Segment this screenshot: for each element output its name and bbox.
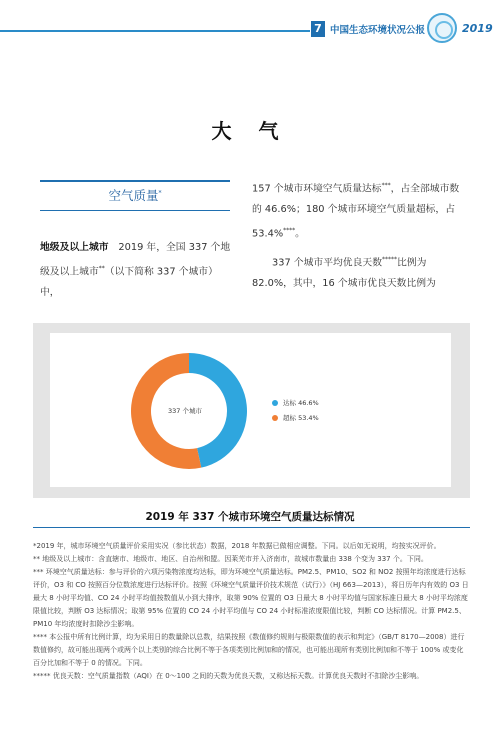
legend-label-pass: 达标 (283, 399, 296, 407)
footnote-1: *2019 年，城市环境空气质量评价采用实况（参比状态）数据，2018 年数据已做相应调整。下同。以后如无说明，均按实况评价。 (33, 542, 441, 550)
pie-center-label: 337 个城市 (168, 407, 202, 415)
footnote-2: ** 地级及以上城市：含直辖市、地级市、地区、自治州和盟。因莱芜市并入济南市，故城市数量由 338 个变为 337 个。下同。 (33, 555, 428, 563)
right-p1-mark: *** (381, 182, 391, 189)
figure-panel (50, 333, 451, 487)
publication-title: 中国生态环境状况公报 (330, 25, 426, 36)
right-p1-a: 157 个城市环境空气质量达标 (252, 183, 382, 195)
header-circle-icon (427, 13, 457, 43)
footnote-5: ***** 优良天数：空气质量指数（AQI）在 0～100 之间的天数为优良天数，又称达标天数。计算优良天数时不扣除沙尘影响。 (33, 672, 424, 680)
left-paragraph (40, 237, 232, 303)
page-number: 7 (311, 21, 325, 37)
section-title (40, 186, 230, 204)
footnotes (33, 540, 470, 683)
left-mark-1: ** (98, 265, 105, 272)
legend-item-pass (272, 398, 319, 407)
right-paragraph-1 (252, 175, 466, 245)
left-text-1: 2019 年，全国 337 个地级及以上城市 (40, 242, 231, 278)
footnote-3: *** 环境空气质量达标：参与评价的六项污染物浓度均达标，即为环境空气质量达标。PM2.5、PM10、SO2 和 NO2 按照年均浓度进行达标评价，O3 和 CO 按照百分位数浓度进行达标评价。按照《环境空气质量评价技术规范（试行）》（HJ 663—2013），将日历年内有效的 O3 日最大 8 小时平均值、CO 24 小时平均值按数值从小到大排序，取第 90% 位置的 O3 日最大 8 小时平均值与国家标准日最大 8 小时平均浓度限值比较，判断 O3 达标情况；取第 95% 位置的 CO 24 小时平均值与 CO 24 小时标准浓度限值比较，判断 CO 达标情况。计算 PM2.5、PM10 年均浓度时扣除沙尘影响。 (33, 568, 469, 628)
right-p2-mark: ***** (382, 255, 397, 263)
right-paragraph-2 (252, 249, 466, 294)
section-title-text: 空气质量 (108, 188, 159, 203)
lead-heading: 地级及以上城市 (40, 242, 109, 253)
footnote-4: **** 本公报中所有比例计算，均为采用日的数量除以总数，结果按照《数值修约规则与极限数值的表示和判定》（GB/T 8170—2008）进行数值修约，故可能出现两个或两个以上类别的综合比例不等于各项类别比例加和的情况，也可能出现所有类别比例加和不等于 100% 或变化百分比加和不等于 0 的情况。下同。 (33, 633, 465, 667)
pie-chart (50, 333, 451, 487)
right-p2-a: 337 个城市平均优良天数 (272, 256, 382, 268)
publication-year: 2019 (462, 22, 493, 35)
left-text-2: （以下简称 337 个城市）中， (40, 266, 218, 299)
right-p1-b: ，占全部城市数的 46.6%；180 个城市环境空气质量超标，占 53.4% (252, 183, 460, 240)
right-p1-mark2: **** (283, 227, 296, 235)
legend-value-pass: 46.6% (298, 399, 319, 407)
legend-label-fail: 超标 (283, 414, 296, 422)
legend-item-fail (272, 413, 319, 422)
legend-value-fail: 53.4% (298, 414, 319, 422)
legend-dot-pass (272, 400, 278, 406)
chapter-title: 大 气 (211, 119, 289, 143)
section-rule-top (40, 180, 230, 182)
legend-dot-fail (272, 415, 278, 421)
section-rule-bottom (40, 210, 230, 211)
right-p1-c: 。 (295, 228, 305, 240)
figure-caption-rule (33, 527, 470, 528)
right-p2-b: 比例为 82.0%，其中，16 个城市优良天数比例为 (252, 256, 436, 289)
figure-caption: 2019 年 337 个城市环境空气质量达标情况 (145, 511, 355, 523)
right-column (252, 175, 466, 294)
section-title-mark: * (158, 189, 162, 197)
